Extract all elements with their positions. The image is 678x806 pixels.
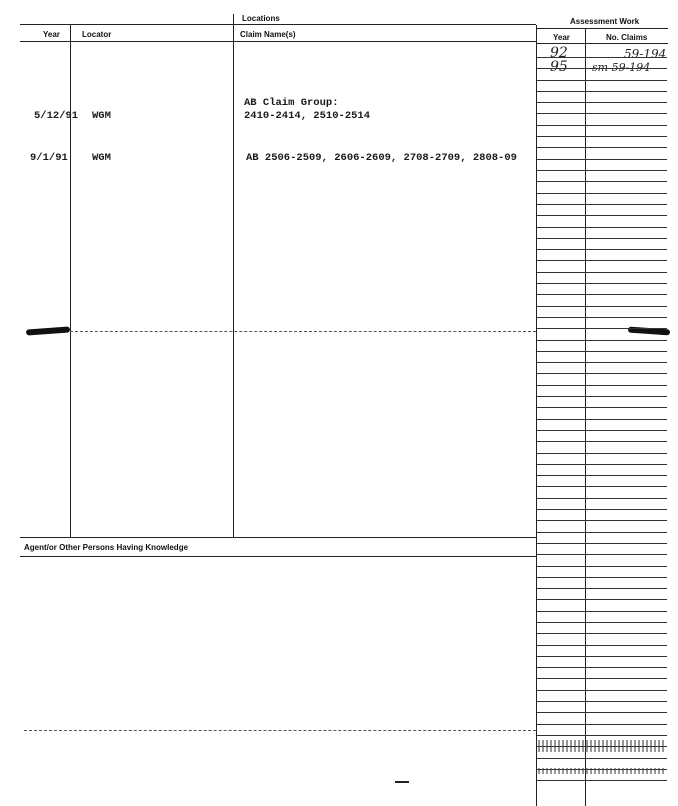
- assessment-row-line: [537, 780, 667, 781]
- entry-year: 9/1/91: [30, 152, 68, 164]
- locator-column-header: Locator: [82, 30, 112, 39]
- entry-claims: 2410-2414, 2510-2514: [244, 110, 371, 122]
- assessment-row-line: [537, 204, 667, 205]
- assessment-row-line: [537, 125, 667, 126]
- aw-claims-entry: sm 59-194: [592, 61, 651, 74]
- assessment-row-line: [537, 181, 667, 182]
- assessment-row-line: [537, 294, 667, 295]
- scan-noise: [538, 740, 666, 752]
- assessment-row-line: [537, 249, 667, 250]
- aw-claims-entry: 59-194: [624, 47, 667, 61]
- assessment-row-line: [537, 645, 667, 646]
- assessment-row-line: [537, 136, 667, 137]
- assessment-header-bottom-rule: [536, 43, 668, 44]
- small-dash-mark: [395, 781, 409, 783]
- assessment-row-line: [537, 57, 667, 58]
- claim-names-column-header: Claim Name(s): [240, 30, 296, 39]
- aw-year-entry: 95: [550, 59, 568, 75]
- assessment-row-line: [537, 543, 667, 544]
- assessment-row-line: [537, 419, 667, 420]
- assessment-row-line: [537, 577, 667, 578]
- assessment-row-line: [537, 215, 667, 216]
- lower-dashed-line: [24, 730, 536, 731]
- assessment-row-line: [537, 464, 667, 465]
- assessment-row-line: [537, 735, 667, 736]
- assessment-row-line: [537, 758, 667, 759]
- entry-year: 5/12/91: [34, 110, 79, 122]
- assessment-row-line: [537, 68, 667, 69]
- header-bottom-rule: [20, 41, 536, 42]
- aw-year-entry: 92: [550, 45, 568, 61]
- assessment-row-line: [537, 656, 667, 657]
- entry-locator: WGM: [92, 152, 111, 164]
- assessment-row-line: [537, 385, 667, 386]
- assessment-row-line: [537, 566, 667, 567]
- assessment-row-line: [537, 498, 667, 499]
- assessment-row-line: [537, 193, 667, 194]
- assessment-row-line: [537, 588, 667, 589]
- assessment-row-line: [537, 283, 667, 284]
- assessment-row-line: [537, 678, 667, 679]
- assessment-row-line: [537, 712, 667, 713]
- assessment-row-line: [537, 306, 667, 307]
- locations-top-rule: [20, 24, 536, 25]
- assessment-row-line: [537, 396, 667, 397]
- assessment-row-line: [537, 701, 667, 702]
- assessment-row-line: [537, 633, 667, 634]
- assessment-row-line: [537, 170, 667, 171]
- assessment-row-line: [537, 227, 667, 228]
- assessment-row-line: [537, 272, 667, 273]
- assessment-top-rule: [536, 28, 668, 29]
- assessment-row-line: [537, 340, 667, 341]
- assessment-row-line: [537, 147, 667, 148]
- assessment-row-line: [537, 599, 667, 600]
- aw-claims-column-header: No. Claims: [606, 33, 648, 42]
- assessment-row-line: [537, 622, 667, 623]
- agent-section-label: Agent/or Other Persons Having Knowledge: [24, 543, 189, 552]
- assessment-row-line: [537, 532, 667, 533]
- year-locator-divider: [70, 25, 71, 537]
- aw-year-column-header: Year: [553, 33, 570, 42]
- assessment-row-line: [537, 486, 667, 487]
- assessment-row-line: [537, 260, 667, 261]
- assessment-row-line: [537, 328, 667, 329]
- assessment-row-line: [537, 351, 667, 352]
- year-column-header: Year: [43, 30, 60, 39]
- scan-noise: [538, 768, 666, 774]
- claims-assessment-divider: [536, 25, 537, 806]
- locations-heading: Locations: [242, 14, 280, 23]
- assessment-work-heading: Assessment Work: [570, 17, 640, 26]
- assessment-row-line: [537, 520, 667, 521]
- assessment-row-line: [537, 362, 667, 363]
- assessment-row-line: [537, 373, 667, 374]
- assessment-row-line: [537, 407, 667, 408]
- assessment-row-line: [537, 667, 667, 668]
- entry-claims: AB 2506-2509, 2606-2609, 2708-2709, 2808-09: [246, 152, 517, 164]
- assessment-row-line: [537, 317, 667, 318]
- locator-claims-divider: [233, 14, 234, 537]
- entry-locator: WGM: [92, 110, 111, 122]
- assessment-row-line: [537, 91, 667, 92]
- claim-group-label: AB Claim Group:: [244, 97, 339, 109]
- assessment-row-line: [537, 102, 667, 103]
- punch-mark-left: [26, 326, 70, 335]
- assessment-row-line: [537, 238, 667, 239]
- assessment-row-line: [537, 475, 667, 476]
- assessment-row-line: [537, 554, 667, 555]
- assessment-row-line: [537, 441, 667, 442]
- assessment-row-line: [537, 509, 667, 510]
- assessment-row-line: [537, 159, 667, 160]
- assessment-row-line: [537, 113, 667, 114]
- assessment-row-line: [537, 453, 667, 454]
- assessment-row-line: [537, 611, 667, 612]
- agent-section-rule: [20, 556, 536, 557]
- locations-bottom-rule: [20, 537, 536, 538]
- fold-line: [70, 331, 536, 332]
- assessment-row-line: [537, 724, 667, 725]
- assessment-row-line: [537, 430, 667, 431]
- assessment-row-line: [537, 80, 667, 81]
- assessment-row-line: [537, 690, 667, 691]
